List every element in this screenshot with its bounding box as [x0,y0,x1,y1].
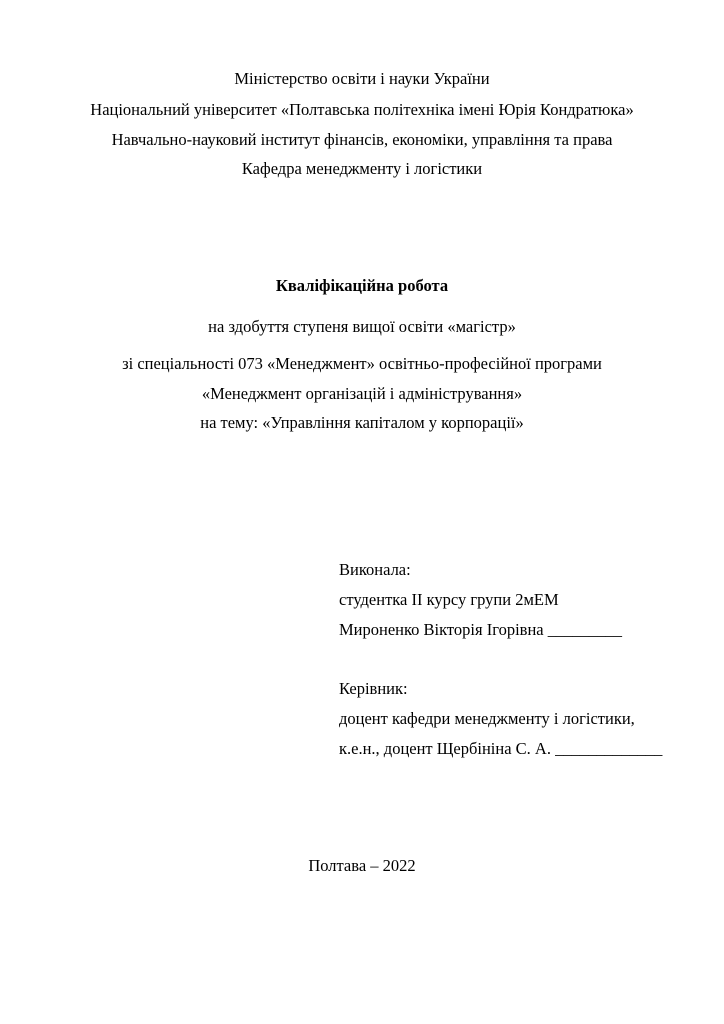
supervisor-position: доцент кафедри менеджменту і логістики, [339,709,635,728]
author-label: Виконала: [339,560,411,579]
university-line: Національний університет «Полтавська політехніка імені Юрія Кондратюка» [90,100,634,119]
institute-line: Навчально-науковий інститут фінансів, економіки, управління та права [111,130,613,149]
supervisor-label: Керівник: [339,679,408,698]
ministry-line: Міністерство освіти і науки України [234,69,490,88]
document-heading: Кваліфікаційна робота [275,276,449,295]
author-name: Мироненко Вікторія Ігорівна _________ [339,620,622,639]
supervisor-name: к.е.н., доцент Щербініна С. А. _____________ [339,739,663,758]
author-group: студентка ІІ курсу групи 2мЕМ [339,590,559,609]
city-year: Полтава – 2022 [308,856,416,875]
department-line: Кафедра менеджменту і логістики [241,159,483,178]
program-line: «Менеджмент організацій і адміністрування» [201,384,523,403]
degree-line: на здобуття ступеня вищої освіти «магістр» [208,317,516,336]
topic-line: на тему: «Управління капіталом у корпорації» [200,413,524,432]
specialty-line: зі спеціальності 073 «Менеджмент» освітньо-професійної програми [122,354,602,373]
